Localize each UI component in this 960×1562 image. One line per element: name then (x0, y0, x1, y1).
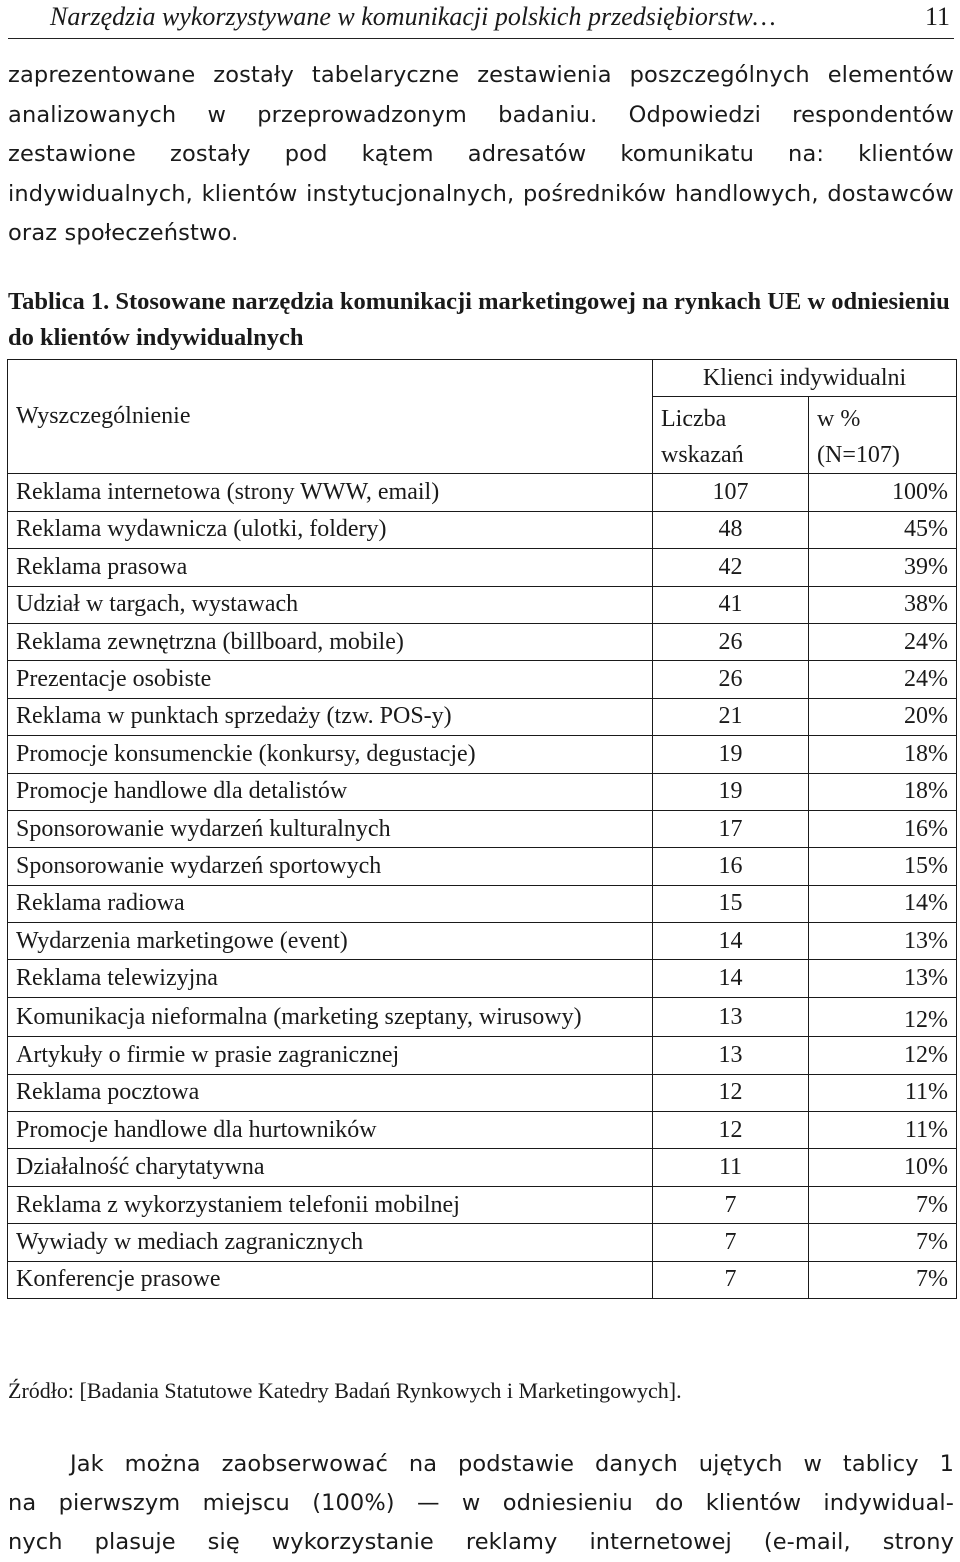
row-percent: 20% (809, 698, 957, 735)
row-count: 26 (653, 623, 809, 660)
row-label: Reklama radiowa (8, 885, 653, 922)
row-count: 19 (653, 736, 809, 773)
column-group-header: Klienci indywidualni (653, 360, 957, 397)
row-percent: 39% (809, 549, 957, 586)
row-percent: 24% (809, 623, 957, 660)
row-label: Reklama prasowa (8, 549, 653, 586)
row-label: Promocje handlowe dla detalistów (8, 773, 653, 810)
table-row (8, 997, 957, 1036)
row-label: Reklama wydawnicza (ulotki, foldery) (8, 511, 653, 548)
row-percent: 18% (809, 736, 957, 773)
row-label: Działalność charytatywna (8, 1149, 653, 1186)
row-percent: 11% (809, 1074, 957, 1111)
row-count: 7 (653, 1261, 809, 1298)
row-percent: 10% (809, 1149, 957, 1186)
page-number: 11 (924, 2, 950, 31)
row-percent: 13% (809, 960, 957, 997)
row-percent: 7% (809, 1261, 957, 1298)
row-label: Sponsorowanie wydarzeń kulturalnych (8, 810, 653, 847)
table-row (8, 549, 957, 586)
row-count: 11 (653, 1149, 809, 1186)
data-table (7, 359, 957, 1299)
row-count: 13 (653, 1037, 809, 1074)
table-row (8, 810, 957, 847)
row-label: Wywiady w mediach zagranicznych (8, 1224, 653, 1261)
row-label: Reklama w punktach sprzedaży (tzw. POS-y) (8, 698, 653, 735)
row-count: 17 (653, 810, 809, 847)
row-percent: 45% (809, 511, 957, 548)
table-row (8, 773, 957, 810)
table-row (8, 848, 957, 885)
row-percent: 12% (809, 997, 957, 1036)
row-percent: 13% (809, 923, 957, 960)
column-header-count: Liczba wskazań (653, 397, 809, 474)
row-count: 107 (653, 474, 809, 511)
row-percent: 18% (809, 773, 957, 810)
table-source-note: Źródło: [Badania Statutowe Katedry Badań Rynkowych i Marketingowych]. (8, 1378, 682, 1403)
row-percent: 14% (809, 885, 957, 922)
table-row (8, 736, 957, 773)
row-count: 19 (653, 773, 809, 810)
row-percent: 7% (809, 1186, 957, 1223)
table-row (8, 1261, 957, 1298)
table-row (8, 1074, 957, 1111)
row-count: 12 (653, 1112, 809, 1149)
row-label: Udział w targach, wystawach (8, 586, 653, 623)
intro-paragraph: zaprezentowane zostały tabelaryczne zestawienia poszczególnych elementów analizowanych w przeprowadzonym badaniu. Odpowiedzi respondentów zestawione zostały pod kątem adresatów komunikatu na: klientów indywidualnych, klientów instytucjonalnych, pośredników handlowych, dostawców oraz społeczeństwo. (8, 62, 954, 246)
row-count: 42 (653, 549, 809, 586)
row-percent: 7% (809, 1224, 957, 1261)
page-header (8, 0, 954, 39)
row-label: Artykuły o firmie w prasie zagranicznej (8, 1037, 653, 1074)
row-count: 14 (653, 923, 809, 960)
row-label: Konferencje prasowe (8, 1261, 653, 1298)
row-count: 7 (653, 1224, 809, 1261)
row-percent: 15% (809, 848, 957, 885)
table-row (8, 923, 957, 960)
row-label: Sponsorowanie wydarzeń sportowych (8, 848, 653, 885)
table-row (8, 1149, 957, 1186)
row-label: Reklama internetowa (strony WWW, email) (8, 474, 653, 511)
closing-paragraph (8, 1445, 954, 1562)
column-header-percent: w % (N=107) (809, 397, 957, 474)
row-count: 26 (653, 661, 809, 698)
row-count: 7 (653, 1186, 809, 1223)
closing-line: na pierwszym miejscu (100%) — w odniesieniu do klientów indywidual- (8, 1490, 954, 1516)
row-label: Promocje konsumenckie (konkursy, degustacje) (8, 736, 653, 773)
row-label: Promocje handlowe dla hurtowników (8, 1112, 653, 1149)
row-count: 41 (653, 586, 809, 623)
column-header-label: Wyszczególnienie (8, 360, 653, 474)
table-row (8, 661, 957, 698)
closing-line: Jak można zaobserwować na podstawie danych ujętych w tablicy 1 (70, 1451, 954, 1477)
row-label: Prezentacje osobiste (8, 661, 653, 698)
row-label: Reklama pocztowa (8, 1074, 653, 1111)
row-label: Reklama telewizyjna (8, 960, 653, 997)
table-row (8, 960, 957, 997)
row-percent: 24% (809, 661, 957, 698)
row-percent: 11% (809, 1112, 957, 1149)
row-count: 48 (653, 511, 809, 548)
row-percent: 12% (809, 1037, 957, 1074)
row-percent: 38% (809, 586, 957, 623)
row-percent: 16% (809, 810, 957, 847)
table-row (8, 623, 957, 660)
table-row (8, 1186, 957, 1223)
table-body (8, 360, 957, 1299)
table-row (8, 1037, 957, 1074)
row-count: 12 (653, 1074, 809, 1111)
table-header-row (8, 360, 957, 397)
table-row (8, 698, 957, 735)
table-row (8, 474, 957, 511)
table-row (8, 586, 957, 623)
row-count: 14 (653, 960, 809, 997)
row-label: Reklama zewnętrzna (billboard, mobile) (8, 623, 653, 660)
row-label: Komunikacja nieformalna (marketing szeptany, wirusowy) (8, 997, 653, 1036)
table-row (8, 511, 957, 548)
row-label: Reklama z wykorzystaniem telefonii mobilnej (8, 1186, 653, 1223)
table-row (8, 885, 957, 922)
row-count: 13 (653, 997, 809, 1036)
table-row (8, 1224, 957, 1261)
table-caption: Tablica 1. Stosowane narzędzia komunikacji marketingowej na rynkach UE w odniesieniu do klientów indywidualnych (8, 288, 950, 351)
table-row (8, 1112, 957, 1149)
row-percent: 100% (809, 474, 957, 511)
row-count: 16 (653, 848, 809, 885)
running-title: Narzędzia wykorzystywane w komunikacji polskich przedsiębiorstw… (50, 2, 776, 31)
closing-line: nych plasuje się wykorzystanie reklamy internetowej (e-mail, strony (8, 1529, 954, 1555)
row-count: 15 (653, 885, 809, 922)
row-count: 21 (653, 698, 809, 735)
row-label: Wydarzenia marketingowe (event) (8, 923, 653, 960)
